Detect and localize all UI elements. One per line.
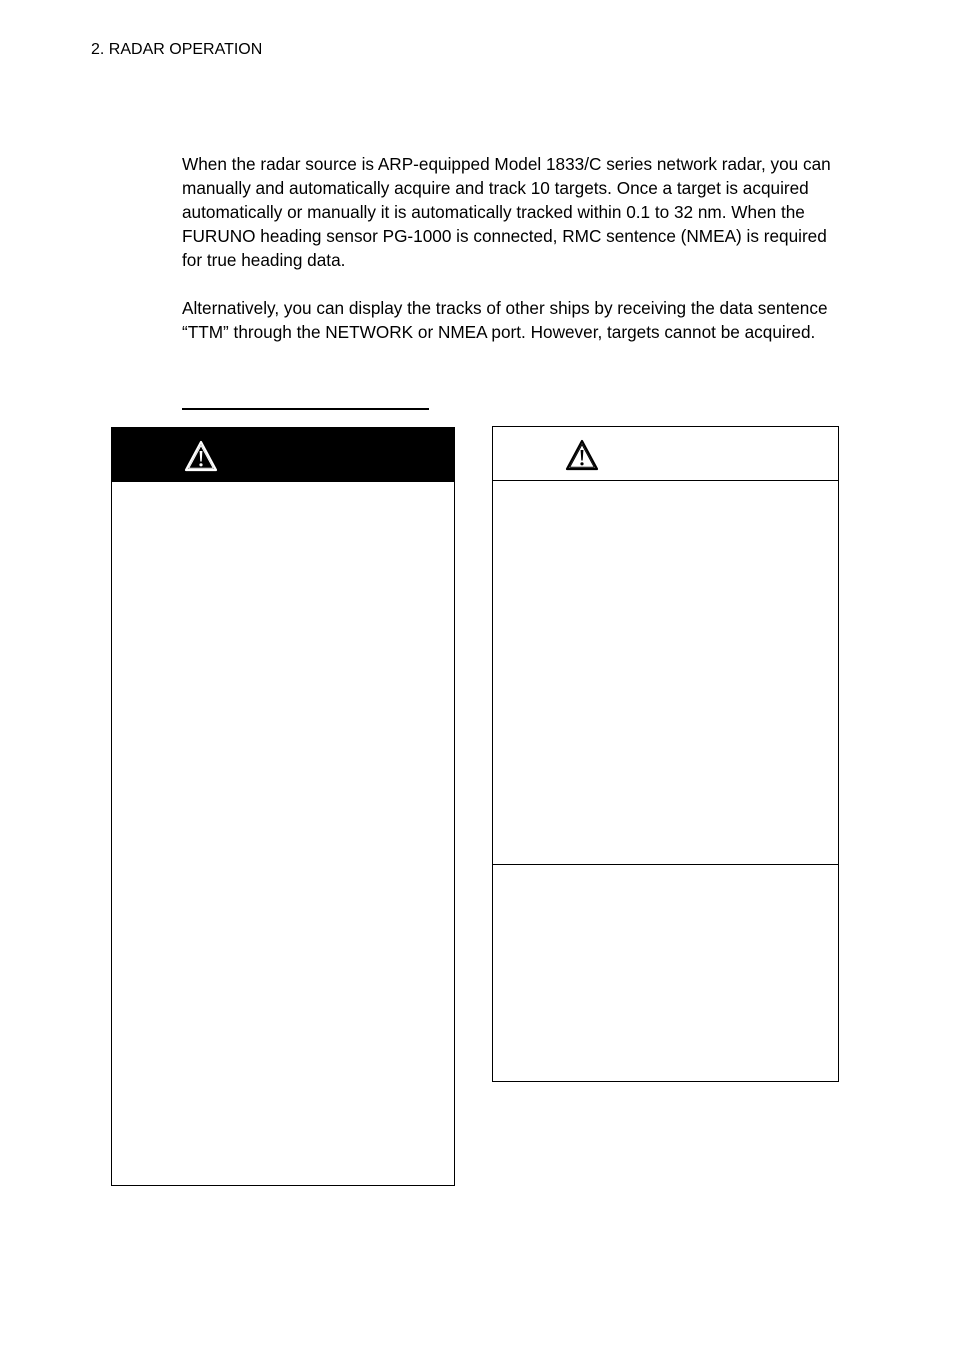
running-header: 2. RADAR OPERATION (91, 41, 263, 58)
ttm-paragraph: Alternatively, you can display the tracks of other ships by receiving the data sentence “TTM” through the NETWORK or NMEA port. However, targets cannot be acquired. (182, 298, 828, 342)
section-heading-rule (182, 408, 429, 410)
caution-section-divider (493, 864, 838, 865)
warning-notice-box (111, 427, 455, 1186)
warning-header (112, 428, 454, 482)
caution-header (493, 427, 838, 481)
caution-notice-box (492, 426, 839, 1082)
warning-triangle-icon (183, 439, 219, 475)
intro-paragraph: When the radar source is ARP-equipped Model 1833/C series network radar, you can manually and automatically acquire and track 10 targets. Once a target is acquired automatically or manually it is automatically tracked within 0.1 to 32 nm. When the FURUNO heading sensor PG-1000 is connected, RMC sentence (NMEA) is required for true heading data. (182, 154, 831, 270)
caution-triangle-icon (564, 438, 600, 474)
